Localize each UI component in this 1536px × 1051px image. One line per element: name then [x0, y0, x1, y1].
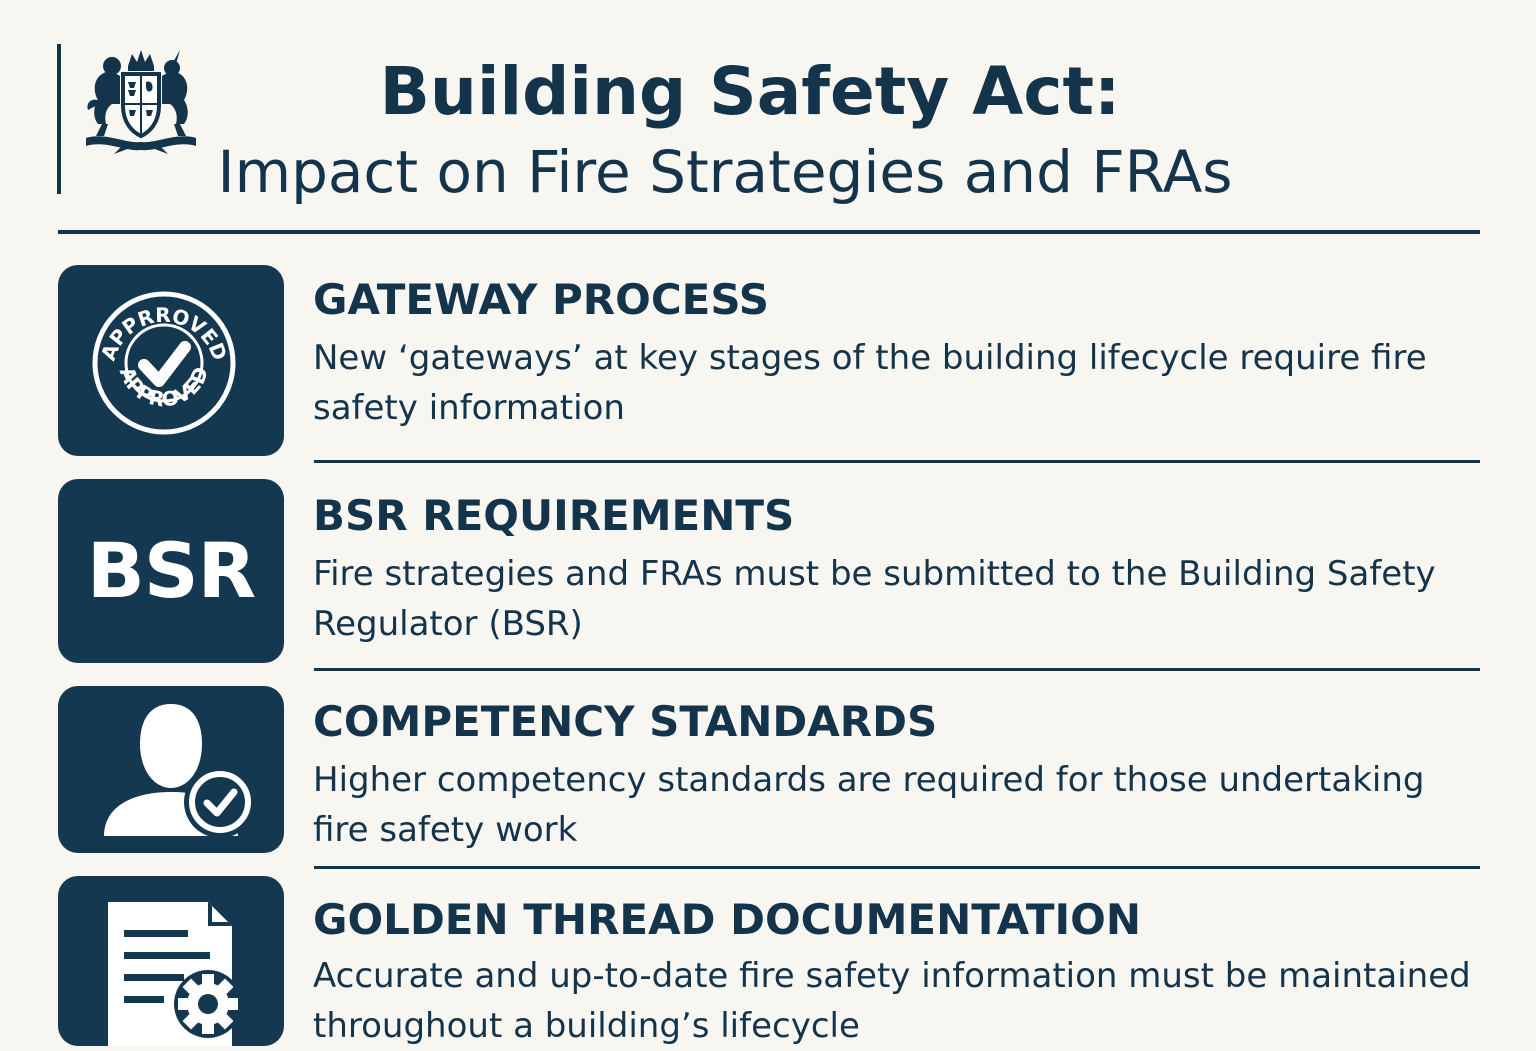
gateway-description: New ‘gateways’ at key stages of the building lifecycle require fire safety information: [313, 338, 1427, 428]
stamp-text-bottom: APPROVED: [114, 363, 214, 412]
stamp-text-top: APPRROVED: [95, 302, 233, 364]
bsr-badge-text: BSR: [86, 526, 256, 615]
competency-icon-tile: [58, 686, 284, 853]
golden-thread-description: Accurate and up-to-date fire safety information must be maintained throughout a building’s lifecycle: [313, 956, 1471, 1046]
section-divider: [314, 460, 1480, 463]
competency-heading: COMPETENCY STANDARDS: [313, 697, 938, 746]
page-subtitle: Impact on Fire Strategies and FRAs: [217, 138, 1233, 206]
bsr-heading: BSR REQUIREMENTS: [313, 491, 795, 540]
golden-thread-heading: GOLDEN THREAD DOCUMENTATION: [313, 895, 1141, 944]
gateway-heading: GATEWAY PROCESS: [313, 275, 769, 324]
bsr-description: Fire strategies and FRAs must be submitted to the Building Safety Regulator (BSR): [313, 554, 1436, 644]
bsr-icon-tile: [58, 479, 284, 663]
approved-stamp-icon: [58, 265, 284, 456]
section-divider: [314, 866, 1480, 869]
user-check-icon: [58, 686, 284, 853]
page-title: Building Safety Act:: [379, 53, 1121, 130]
golden-thread-icon-tile: [58, 876, 284, 1046]
competency-description: Higher competency standards are required for those undertaking fire safety work: [313, 760, 1425, 850]
section-divider: [314, 668, 1480, 671]
header-divider: [58, 230, 1480, 234]
document-gear-icon: [58, 876, 284, 1046]
gateway-icon-tile: [58, 265, 284, 456]
